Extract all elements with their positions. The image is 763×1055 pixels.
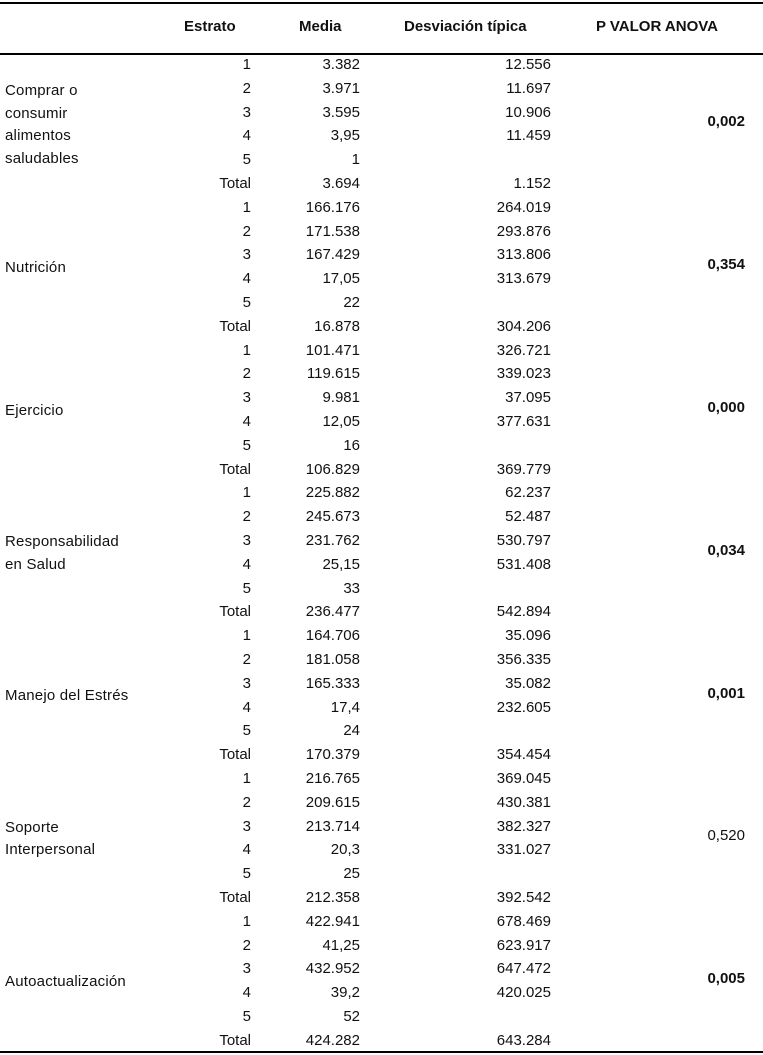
- table-row: [0, 411, 763, 435]
- cell-desviacion: 313.679: [496, 270, 551, 288]
- table-row: [0, 506, 763, 530]
- cell-media: 24: [343, 722, 360, 740]
- cell-estrato: 2: [242, 365, 251, 383]
- category-line: saludables: [5, 149, 79, 167]
- cell-estrato: 4: [242, 841, 251, 859]
- p-value: 0,000: [707, 399, 745, 416]
- cell-estrato: 5: [242, 1008, 251, 1025]
- cell-desviacion: 531.408: [496, 555, 551, 573]
- table-row: [0, 863, 763, 887]
- cell-desviacion: 392.542: [496, 889, 551, 906]
- cell-estrato: Total: [219, 746, 251, 764]
- cell-desviacion: 420.025: [496, 984, 551, 1002]
- table-row: [0, 363, 763, 387]
- category-line: Interpersonal: [5, 841, 96, 859]
- cell-estrato: 5: [242, 294, 251, 311]
- table-row: [0, 221, 763, 245]
- cell-estrato: Total: [219, 603, 251, 621]
- category-line: Nutrición: [5, 258, 66, 276]
- table-row: [0, 768, 763, 792]
- table-row: [0, 102, 763, 126]
- table-row: [0, 839, 763, 863]
- table-row: [0, 340, 763, 364]
- table-row: [0, 649, 763, 673]
- table-row: [0, 387, 763, 411]
- cell-estrato: 1: [242, 341, 251, 359]
- table-row: [0, 554, 763, 578]
- header-media: Media: [299, 18, 342, 35]
- cell-estrato: 4: [242, 413, 251, 430]
- header-pvalor: P VALOR ANOVA: [596, 18, 718, 35]
- table-row: [0, 887, 763, 911]
- cell-media: 25,15: [322, 555, 360, 573]
- cell-media: 101.471: [305, 341, 360, 359]
- cell-estrato: 2: [242, 222, 251, 240]
- p-value: 0,002: [707, 113, 745, 131]
- table-row: [0, 697, 763, 721]
- cell-media: 20,3: [330, 841, 360, 859]
- cell-estrato: 2: [242, 936, 251, 954]
- cell-estrato: Total: [219, 460, 251, 478]
- category-line: Autoactualización: [5, 972, 126, 990]
- cell-media: 41,25: [322, 936, 360, 954]
- cell-estrato: 4: [242, 127, 251, 145]
- table-row: [0, 744, 763, 768]
- cell-desviacion: 35.082: [505, 674, 551, 692]
- cell-desviacion: 12.556: [505, 56, 551, 73]
- table-row: [0, 244, 763, 268]
- cell-estrato: 4: [242, 270, 251, 288]
- cell-estrato: Total: [219, 175, 251, 192]
- cell-media: 1: [351, 151, 360, 169]
- cell-estrato: 1: [242, 912, 251, 930]
- table-row: [0, 935, 763, 959]
- cell-media: 17,05: [322, 270, 360, 288]
- table-row: [0, 173, 763, 197]
- cell-desviacion: 304.206: [496, 317, 551, 335]
- cell-estrato: 1: [242, 56, 251, 73]
- category-line: Soporte: [5, 818, 59, 836]
- cell-desviacion: 377.631: [496, 413, 551, 430]
- cell-desviacion: 313.806: [496, 246, 551, 264]
- cell-media: 9.981: [322, 389, 360, 407]
- cell-desviacion: 232.605: [496, 698, 551, 716]
- cell-desviacion: 354.454: [496, 746, 551, 764]
- cell-media: 212.358: [305, 889, 360, 906]
- table-row: [0, 792, 763, 816]
- cell-media: 170.379: [305, 746, 360, 764]
- table-row: [0, 482, 763, 506]
- table-row: [0, 625, 763, 649]
- table-row: [0, 78, 763, 102]
- cell-estrato: 3: [242, 389, 251, 407]
- cell-media: 245.673: [305, 508, 360, 526]
- table-row: [0, 982, 763, 1006]
- cell-estrato: Total: [219, 1031, 251, 1049]
- cell-estrato: 4: [242, 555, 251, 573]
- cell-estrato: 1: [242, 198, 251, 216]
- p-value: 0,001: [707, 684, 745, 702]
- cell-media: 12,05: [322, 413, 360, 430]
- cell-estrato: 1: [242, 627, 251, 645]
- table-row: [0, 435, 763, 459]
- cell-estrato: 1: [242, 770, 251, 787]
- cell-media: 52: [343, 1008, 360, 1025]
- cell-media: 231.762: [305, 532, 360, 549]
- table-row: [0, 197, 763, 221]
- table-row: [0, 673, 763, 697]
- table-row: [0, 816, 763, 840]
- cell-estrato: 3: [242, 674, 251, 692]
- p-value: 0,520: [707, 827, 745, 845]
- cell-desviacion: 326.721: [496, 341, 551, 359]
- cell-estrato: 3: [242, 817, 251, 835]
- cell-media: 422.941: [305, 912, 360, 930]
- cell-desviacion: 1.152: [513, 175, 551, 192]
- cell-media: 165.333: [305, 674, 360, 692]
- category-line: Ejercicio: [5, 401, 64, 419]
- table-row: [0, 316, 763, 340]
- cell-desviacion: 264.019: [496, 198, 551, 216]
- category-line: consumir: [5, 104, 68, 122]
- cell-media: 432.952: [305, 960, 360, 978]
- cell-media: 181.058: [305, 651, 360, 668]
- cell-desviacion: 35.096: [505, 627, 551, 645]
- cell-estrato: 5: [242, 579, 251, 597]
- category-line: Manejo del Estrés: [5, 687, 129, 705]
- cell-estrato: 5: [242, 722, 251, 740]
- category-line: alimentos: [5, 127, 71, 145]
- cell-media: 25: [343, 865, 360, 883]
- cell-estrato: 5: [242, 151, 251, 169]
- cell-media: 17,4: [330, 698, 360, 716]
- cell-desviacion: 369.779: [496, 460, 551, 478]
- cell-desviacion: 37.095: [505, 389, 551, 407]
- table-row: [0, 149, 763, 173]
- cell-desviacion: 369.045: [496, 770, 551, 787]
- cell-desviacion: 339.023: [496, 365, 551, 383]
- table-row: [0, 459, 763, 483]
- cell-estrato: 1: [242, 484, 251, 502]
- category-line: en Salud: [5, 555, 66, 573]
- cell-estrato: Total: [219, 889, 251, 906]
- p-value: 0,005: [707, 970, 745, 988]
- cell-desviacion: 293.876: [496, 222, 551, 240]
- table-row: [0, 125, 763, 149]
- cell-estrato: 4: [242, 984, 251, 1002]
- table-row: [0, 911, 763, 935]
- table-row: [0, 530, 763, 554]
- cell-estrato: 5: [242, 865, 251, 883]
- cell-estrato: 3: [242, 960, 251, 978]
- cell-media: 171.538: [305, 222, 360, 240]
- cell-media: 166.176: [305, 198, 360, 216]
- cell-estrato: 2: [242, 793, 251, 811]
- cell-media: 236.477: [305, 603, 360, 621]
- cell-media: 225.882: [305, 484, 360, 502]
- cell-media: 3.694: [322, 175, 360, 192]
- cell-desviacion: 530.797: [496, 532, 551, 549]
- cell-desviacion: 356.335: [496, 651, 551, 668]
- table-row: [0, 958, 763, 982]
- cell-desviacion: 52.487: [505, 508, 551, 526]
- cell-desviacion: 11.459: [506, 127, 551, 145]
- table-row: [0, 601, 763, 625]
- cell-media: 16: [343, 436, 360, 454]
- header-desviacion: Desviación típica: [404, 18, 527, 35]
- cell-media: 216.765: [305, 770, 360, 787]
- top-rule: [0, 2, 763, 4]
- cell-media: 3.971: [322, 79, 360, 97]
- cell-desviacion: 542.894: [496, 603, 551, 621]
- table-row: [0, 292, 763, 316]
- cell-media: 213.714: [305, 817, 360, 835]
- cell-estrato: 4: [242, 698, 251, 716]
- cell-media: 33: [343, 579, 360, 597]
- cell-media: 164.706: [305, 627, 360, 645]
- cell-desviacion: 10.906: [505, 103, 551, 121]
- bottom-rule: [0, 1051, 763, 1053]
- category-line: Comprar o: [5, 82, 78, 100]
- category-line: Responsabilidad: [5, 533, 119, 551]
- cell-desviacion: 430.381: [496, 793, 551, 811]
- cell-media: 22: [343, 294, 360, 311]
- cell-desviacion: 678.469: [496, 912, 551, 930]
- table-row: [0, 720, 763, 744]
- cell-estrato: 3: [242, 532, 251, 549]
- cell-media: 106.829: [305, 460, 360, 478]
- cell-estrato: 5: [242, 436, 251, 454]
- table-row: [0, 54, 763, 78]
- cell-desviacion: 647.472: [496, 960, 551, 978]
- cell-desviacion: 382.327: [496, 817, 551, 835]
- table-row: [0, 578, 763, 602]
- cell-estrato: 3: [242, 103, 251, 121]
- cell-desviacion: 11.697: [506, 79, 551, 97]
- cell-media: 3,95: [330, 127, 360, 145]
- cell-media: 167.429: [305, 246, 360, 264]
- p-value: 0,354: [707, 256, 745, 274]
- table-row: [0, 268, 763, 292]
- table-row: [0, 1006, 763, 1030]
- cell-media: 424.282: [305, 1031, 360, 1049]
- cell-desviacion: 331.027: [496, 841, 551, 859]
- cell-estrato: Total: [219, 317, 251, 335]
- cell-media: 209.615: [305, 793, 360, 811]
- cell-media: 3.595: [322, 103, 360, 121]
- cell-estrato: 2: [242, 651, 251, 668]
- p-value: 0,034: [707, 541, 745, 559]
- cell-estrato: 2: [242, 79, 251, 97]
- cell-desviacion: 643.284: [496, 1031, 551, 1049]
- header-estrato: Estrato: [184, 18, 236, 35]
- cell-estrato: 3: [242, 246, 251, 264]
- cell-desviacion: 623.917: [496, 936, 551, 954]
- cell-media: 39,2: [330, 984, 360, 1002]
- cell-estrato: 2: [242, 508, 251, 526]
- cell-media: 119.615: [306, 365, 360, 383]
- cell-media: 16.878: [314, 317, 360, 335]
- cell-desviacion: 62.237: [505, 484, 551, 502]
- cell-media: 3.382: [322, 56, 360, 73]
